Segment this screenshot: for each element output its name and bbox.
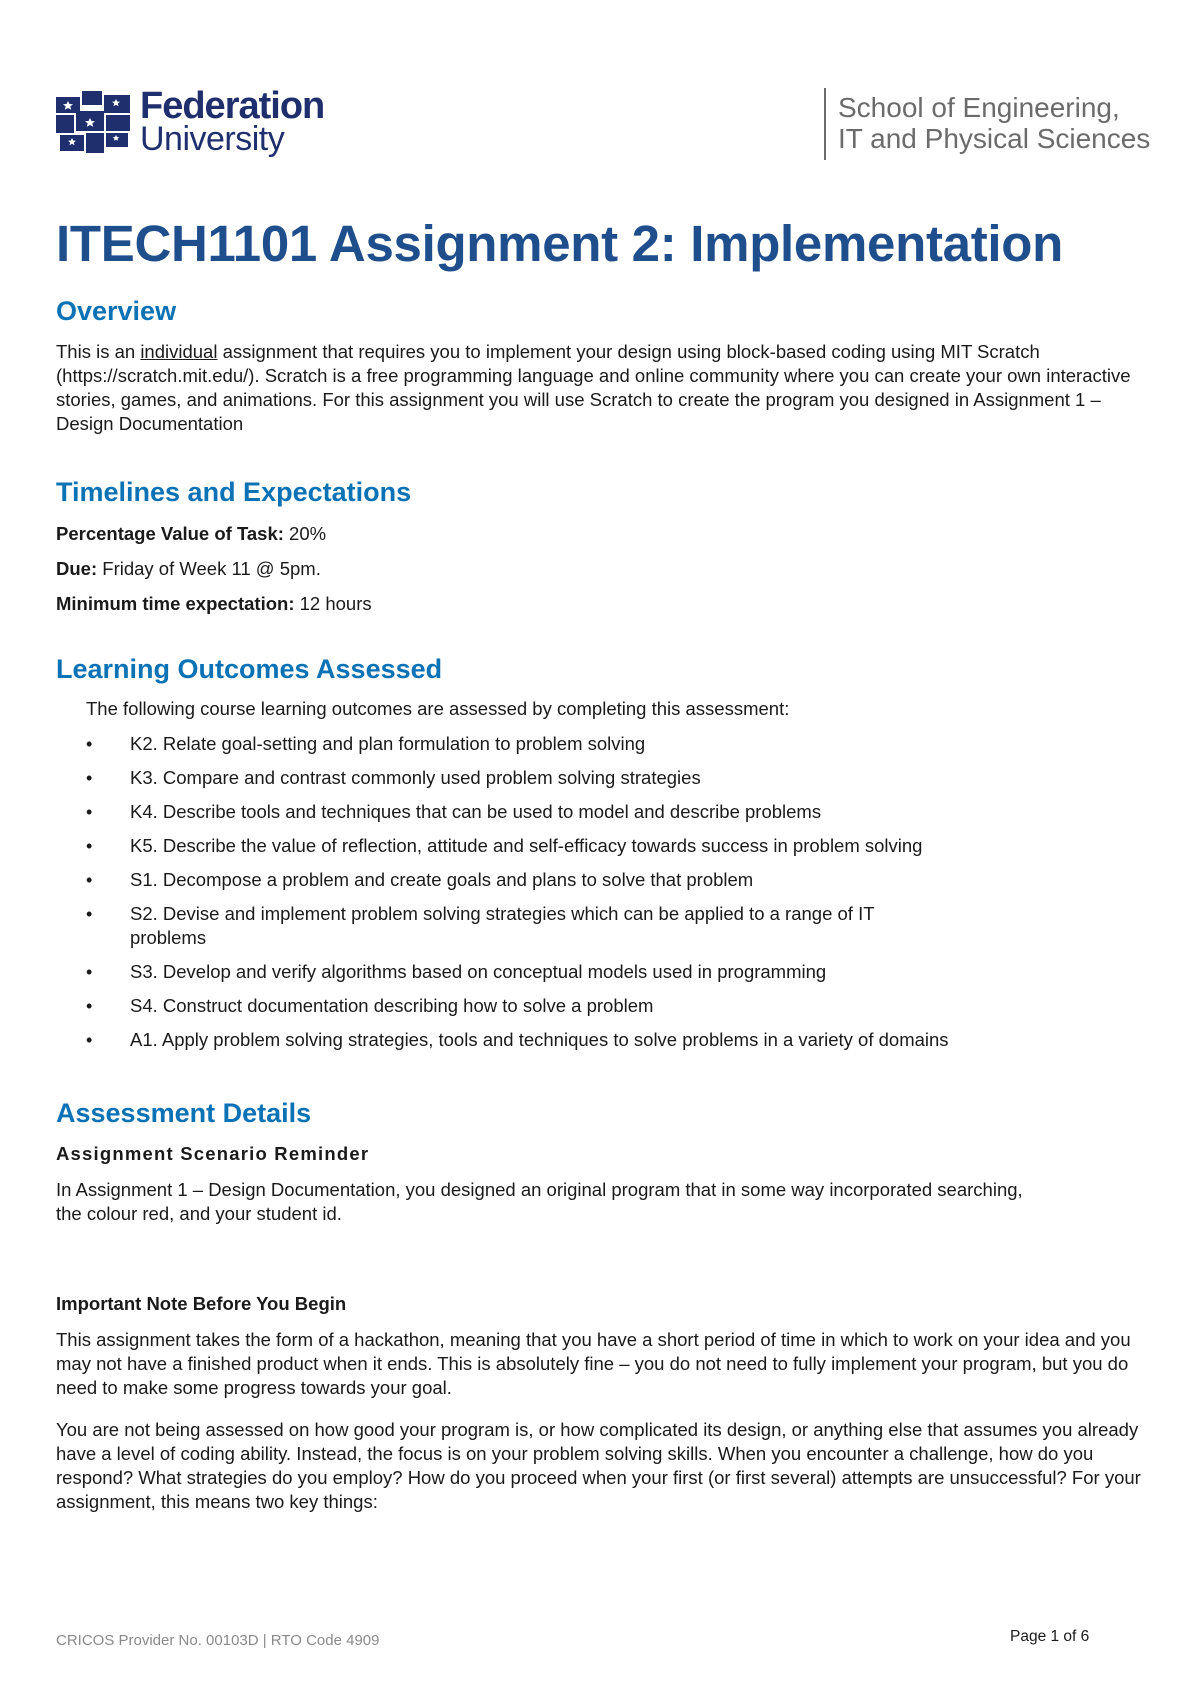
important-note-paragraph-2: You are not being assessed on how good your program is, or how complicated its design, or anything else that assumes you already have a level of coding ability. Instead, the focus is on your problem solving skills. When you encounter a challenge, how do you respond? What strategies do you employ? How do you proceed when your first (or first several) attempts are unsuccessful? For your assignment, this means two key things: bbox=[56, 1419, 1141, 1512]
bullet-icon: • bbox=[86, 996, 93, 1016]
document-title: ITECH1101 Assignment 2: Implementation bbox=[56, 215, 1063, 272]
list-item bbox=[86, 1028, 1086, 1052]
header-divider bbox=[824, 88, 826, 160]
overview-text-2: assignment that requires you to implement your design using block-based coding using MIT Scratch (https://scratch.mit.edu/). Scratch is a free programming language and online community where you can create your own interactive stories, games, and animations. For this assignment you will use Scratch to create the program you designed in Assignment 1 – Design Documentation bbox=[56, 341, 1131, 434]
school-name-line-1: School of Engineering, bbox=[838, 92, 1120, 123]
list-item-text: S4. Construct documentation describing how to solve a problem bbox=[130, 995, 654, 1016]
footer-cricos: CRICOS Provider No. 00103D | RTO Code 4909 bbox=[56, 1632, 380, 1649]
federation-logo-icon bbox=[56, 91, 132, 153]
bullet-icon: • bbox=[86, 904, 93, 924]
list-item bbox=[86, 800, 1086, 824]
list-item bbox=[86, 868, 1086, 892]
list-item-text: K2. Relate goal-setting and plan formulation to problem solving bbox=[130, 733, 646, 754]
bullet-icon: • bbox=[86, 768, 93, 788]
list-item bbox=[86, 834, 1086, 858]
list-item-text: K4. Describe tools and techniques that can be used to model and describe problems bbox=[130, 801, 822, 822]
timelines-heading: Timelines and Expectations bbox=[56, 477, 412, 507]
list-item bbox=[86, 732, 1086, 756]
list-item bbox=[86, 960, 1086, 984]
learning-outcomes-list bbox=[86, 732, 1086, 1062]
due-value: Friday of Week 11 @ 5pm. bbox=[97, 558, 321, 579]
scenario-reminder-heading: Assignment Scenario Reminder bbox=[56, 1143, 370, 1164]
list-item-text: A1. Apply problem solving strategies, tools and techniques to solve problems in a variety of domains bbox=[130, 1029, 949, 1050]
list-item bbox=[86, 994, 1086, 1018]
due-label: Due: bbox=[56, 558, 98, 579]
bullet-icon: • bbox=[86, 802, 93, 822]
footer-page-number: Page 1 of 6 bbox=[1010, 1628, 1090, 1645]
list-item-text: S1. Decompose a problem and create goals and plans to solve that problem bbox=[130, 869, 754, 890]
logo-text-university: University bbox=[140, 120, 285, 158]
percentage-label: Percentage Value of Task: bbox=[56, 523, 284, 544]
list-item-text: S3. Develop and verify algorithms based on conceptual models used in programming bbox=[130, 961, 827, 982]
logo-text-federation: Federation bbox=[140, 85, 325, 127]
bullet-icon: • bbox=[86, 1030, 93, 1050]
bullet-icon: • bbox=[86, 734, 93, 754]
due-line bbox=[56, 558, 321, 580]
bullet-icon: • bbox=[86, 836, 93, 856]
school-name bbox=[838, 92, 1150, 154]
percentage-value-line bbox=[56, 523, 326, 545]
overview-underlined-individual: individual bbox=[140, 341, 218, 362]
school-name-line-2: IT and Physical Sciences bbox=[838, 123, 1151, 154]
scenario-reminder-paragraph: In Assignment 1 – Design Documentation, you designed an original program that in some way incorporated searching, the colour red, and your student id. bbox=[56, 1179, 1023, 1224]
min-time-label: Minimum time expectation: bbox=[56, 593, 295, 614]
list-item-text: K5. Describe the value of reflection, attitude and self-efficacy towards success in problem solving bbox=[130, 835, 923, 856]
learning-outcomes-heading: Learning Outcomes Assessed bbox=[56, 654, 443, 684]
federation-university-logo bbox=[56, 85, 326, 159]
important-note-heading: Important Note Before You Begin bbox=[56, 1293, 347, 1314]
overview-text-1: This is an bbox=[56, 341, 141, 362]
overview-paragraph bbox=[56, 340, 1156, 436]
min-time-line bbox=[56, 593, 372, 615]
percentage-value: 20% bbox=[283, 523, 327, 544]
overview-heading: Overview bbox=[56, 296, 177, 326]
list-item bbox=[86, 902, 950, 950]
bullet-icon: • bbox=[86, 870, 93, 890]
list-item bbox=[86, 766, 1086, 790]
bullet-icon: • bbox=[86, 962, 93, 982]
learning-outcomes-intro: The following course learning outcomes are assessed by completing this assessment: bbox=[86, 698, 790, 719]
list-item-text: S2. Devise and implement problem solving strategies which can be applied to a range of IT problems bbox=[130, 903, 875, 948]
assessment-details-heading: Assessment Details bbox=[56, 1098, 312, 1128]
min-time-value: 12 hours bbox=[294, 593, 372, 614]
important-note-paragraph-1: This assignment takes the form of a hackathon, meaning that you have a short period of time in which to work on your idea and you may not have a finished product when it ends. This is absolutely fine – you do not need to fully implement your program, but you do need to make some progress towards your goal. bbox=[56, 1329, 1131, 1398]
list-item-text: K3. Compare and contrast commonly used problem solving strategies bbox=[130, 767, 701, 788]
